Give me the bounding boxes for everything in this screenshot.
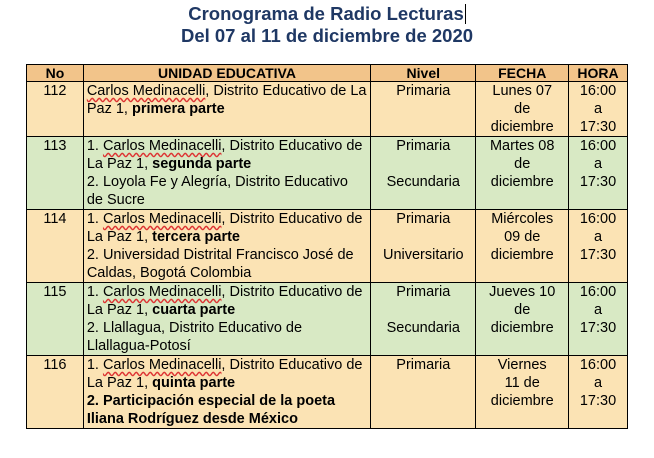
- hora-line: 17:30: [579, 119, 617, 135]
- fecha-line: diciembre: [490, 247, 554, 263]
- fecha-line: Lunes 07: [492, 83, 553, 99]
- entry-bold-text: segunda parte: [152, 156, 252, 172]
- hora-line: 17:30: [579, 393, 617, 409]
- entry-name: Carlos Medinacelli: [86, 83, 206, 99]
- fecha-line: diciembre: [490, 393, 554, 409]
- nivel-cell: [371, 137, 476, 210]
- nivel-spacer: [374, 301, 472, 319]
- text-cursor: [465, 4, 466, 24]
- schedule-title: Cronograma de Radio Lecturas: [188, 3, 464, 24]
- entry-text: , Distrito Educativo de La Paz 1,: [86, 83, 367, 117]
- fecha-cell: [476, 82, 569, 137]
- table-header-row: [27, 65, 628, 82]
- entry-prefix: 2.: [86, 320, 103, 336]
- unidad-entry: [87, 319, 367, 355]
- unidad-entry: [87, 246, 367, 282]
- nivel-value: Primaria: [396, 284, 451, 300]
- nivel-spacer: [374, 228, 472, 246]
- entry-text: , Distrito Educativo de La Paz 1,: [86, 284, 363, 318]
- fecha-line: diciembre: [490, 119, 554, 135]
- fecha-cell: [476, 137, 569, 210]
- entry-bold-text: 2. Participación especial de la poeta Iliana Rodríguez desde México: [86, 393, 336, 427]
- fecha-cell: [476, 210, 569, 283]
- entry-bold-text: primera parte: [131, 101, 225, 117]
- row-number: 116: [27, 356, 84, 429]
- fecha-line: Miércoles: [491, 211, 554, 227]
- hora-line: 17:30: [579, 247, 617, 263]
- nivel-value: Universitario: [382, 247, 464, 263]
- table-row: [27, 137, 628, 210]
- row-number: 115: [27, 283, 84, 356]
- unidad-educativa-cell: [83, 137, 370, 210]
- hora-cell: [569, 356, 628, 429]
- entry-prefix: 1.: [86, 138, 103, 154]
- hora-line: 16:00: [579, 138, 617, 154]
- col-header-hora: HORA: [569, 65, 628, 82]
- unidad-educativa-cell: [83, 356, 370, 429]
- entry-prefix: 1.: [86, 284, 103, 300]
- hora-line: a: [593, 101, 603, 117]
- nivel-cell: [371, 82, 476, 137]
- table-row: [27, 82, 628, 137]
- nivel-value: Secundaria: [386, 320, 460, 336]
- col-header-unidad: UNIDAD EDUCATIVA: [83, 65, 370, 82]
- hora-line: a: [593, 375, 603, 391]
- hora-line: a: [593, 156, 603, 172]
- unidad-entry: [87, 173, 367, 209]
- hora-cell: [569, 137, 628, 210]
- hora-line: a: [593, 229, 603, 245]
- col-header-no: No: [27, 65, 84, 82]
- unidad-entry: [87, 137, 367, 173]
- fecha-line: Jueves 10: [489, 284, 556, 300]
- entry-bold-text: quinta parte: [152, 375, 236, 391]
- unidad-entry: [87, 82, 367, 118]
- unidad-entry: [87, 356, 367, 392]
- entry-text: , Distrito Educativo de La Paz 1,: [86, 211, 363, 245]
- fecha-cell: [476, 356, 569, 429]
- unidad-entry: [87, 283, 367, 319]
- entry-name: Carlos Medinacelli: [102, 357, 222, 373]
- entry-prefix: 1.: [86, 211, 103, 227]
- unidad-entry: [87, 392, 367, 428]
- entry-text: Llallagua, Distrito Educativo de Llallagua-Potosí: [86, 320, 303, 354]
- hora-line: 16:00: [579, 211, 617, 227]
- fecha-line: 11 de: [504, 375, 540, 391]
- hora-line: 17:30: [579, 174, 617, 190]
- nivel-value: Primaria: [396, 357, 451, 373]
- entry-name: Carlos Medinacelli: [102, 211, 222, 227]
- table-row: [27, 210, 628, 283]
- unidad-educativa-cell: [83, 283, 370, 356]
- unidad-educativa-cell: [83, 210, 370, 283]
- col-header-fecha: FECHA: [476, 65, 569, 82]
- hora-line: 16:00: [579, 83, 617, 99]
- hora-line: 17:30: [579, 320, 617, 336]
- entry-text: , Distrito Educativo de La Paz 1,: [86, 357, 363, 391]
- hora-cell: [569, 82, 628, 137]
- table-row: [27, 283, 628, 356]
- fecha-line: 09 de: [504, 229, 541, 245]
- entry-prefix: 2.: [86, 174, 103, 190]
- hora-line: 16:00: [579, 284, 617, 300]
- fecha-line: diciembre: [490, 174, 554, 190]
- nivel-cell: [371, 283, 476, 356]
- unidad-educativa-cell: [83, 82, 370, 137]
- fecha-line: de: [514, 101, 531, 117]
- table-row: [27, 356, 628, 429]
- entry-name: Carlos Medinacelli: [102, 284, 222, 300]
- entry-text: Universidad Distrital Francisco José de Caldas, Bogotá Colombia: [86, 247, 354, 281]
- row-number: 114: [27, 210, 84, 283]
- nivel-cell: [371, 210, 476, 283]
- hora-cell: [569, 210, 628, 283]
- hora-line: a: [593, 302, 603, 318]
- entry-prefix: 2.: [86, 247, 103, 263]
- col-header-nivel: Nivel: [371, 65, 476, 82]
- nivel-value: Secundaria: [386, 174, 460, 190]
- row-number: 112: [27, 82, 84, 137]
- fecha-line: de: [514, 302, 531, 318]
- entry-text: , Distrito Educativo de La Paz 1,: [86, 138, 363, 172]
- nivel-value: Primaria: [396, 211, 451, 227]
- hora-line: 16:00: [579, 357, 617, 373]
- unidad-entry: [87, 210, 367, 246]
- nivel-value: Primaria: [396, 83, 451, 99]
- schedule-subtitle: Del 07 al 11 de diciembre de 2020: [180, 25, 474, 46]
- nivel-cell: [371, 356, 476, 429]
- nivel-value: Primaria: [396, 138, 451, 154]
- hora-cell: [569, 283, 628, 356]
- fecha-cell: [476, 283, 569, 356]
- fecha-line: Martes 08: [489, 138, 555, 154]
- entry-bold-text: tercera parte: [152, 229, 240, 245]
- schedule-table: [26, 64, 628, 429]
- entry-bold-text: cuarta parte: [152, 302, 236, 318]
- entry-prefix: 1.: [86, 357, 103, 373]
- nivel-spacer: [374, 155, 472, 173]
- fecha-line: de: [514, 156, 531, 172]
- row-number: 113: [27, 137, 84, 210]
- entry-name: Carlos Medinacelli: [102, 138, 222, 154]
- fecha-line: diciembre: [490, 320, 554, 336]
- fecha-line: Viernes: [497, 357, 547, 373]
- entry-text: Loyola Fe y Alegría, Distrito Educativo de Sucre: [86, 174, 348, 208]
